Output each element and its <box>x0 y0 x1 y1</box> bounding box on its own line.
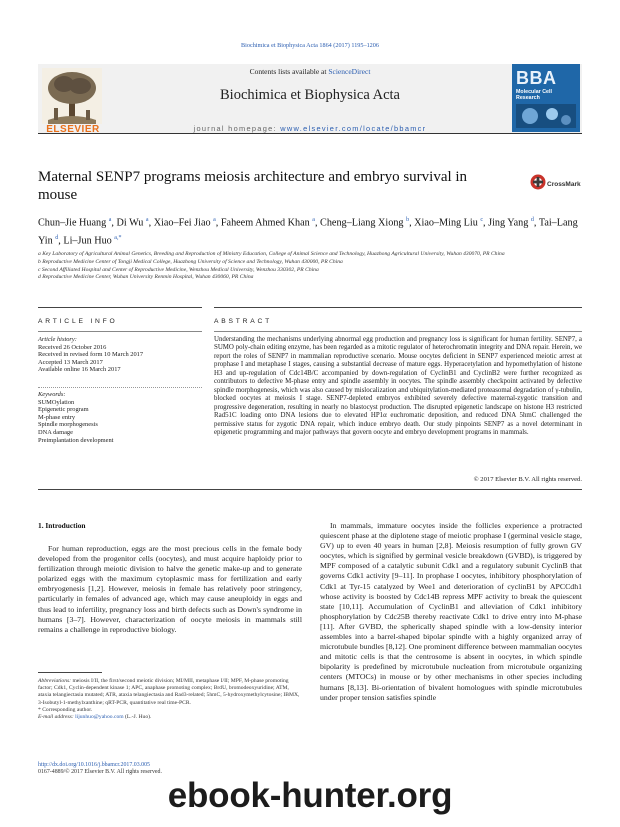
affiliation: a Key Laboratory of Agricultural Animal Genetics, Breeding and Reproduction of Ministry Education, College of Animal Science and Technology, Huazhong Agricultural University, Wuhan 430070, PR China <box>38 251 505 257</box>
email-label: E-mail address: <box>38 714 76 721</box>
author-affiliation-mark[interactable]: a <box>312 217 315 223</box>
doi-block <box>38 762 318 776</box>
article-history <box>38 336 202 374</box>
author-affiliation-mark[interactable]: d <box>530 217 534 223</box>
email-suffix: (L.-J. Huo). <box>123 714 152 721</box>
footnote-divider <box>38 672 102 673</box>
keyword: SUMOylation <box>38 398 75 406</box>
article-title: Maternal SENP7 programs meiosis architecture and embryo survival in mouse <box>38 169 468 203</box>
author[interactable]: Cheng–Liang Xiong <box>320 217 404 229</box>
email-footnote <box>38 714 302 721</box>
contents-prefix: Contents lists available at <box>249 67 329 76</box>
homepage-prefix: journal homepage: <box>193 124 281 133</box>
cover-title: BBA <box>516 68 557 88</box>
keyword: Preimplantation development <box>38 436 114 444</box>
sciencedirect-link[interactable]: ScienceDirect <box>328 67 371 76</box>
author[interactable]: Xiao–Fei Jiao <box>153 217 211 229</box>
affiliation-list <box>38 251 586 282</box>
crossmark-label[interactable]: CrossMark <box>547 181 581 188</box>
divider <box>214 307 582 308</box>
divider <box>38 331 202 332</box>
keyword: Epigenetic program <box>38 406 89 414</box>
author-list: Chun–Jie Huang $^a$, Di Wu $^a$, Xiao–Fei Jiao $^a$, Faheem Ahmed Khan $^a$, Cheng–Liang Xiong $^b$, Xiao–Ming Liu $^c$, Jing Yang $^d$, Tai–Lang Yin $^d$, Li–Jun Huo $^{a,*}$ <box>38 217 578 247</box>
divider <box>38 307 202 308</box>
homepage-link[interactable]: www.elsevier.com/locate/bbamcr <box>280 124 427 133</box>
author-affiliation-mark[interactable]: c <box>480 217 484 223</box>
keyword: DNA damage <box>38 428 73 436</box>
email-link[interactable]: lijunhuo@yahoo.com <box>75 714 124 721</box>
author[interactable]: Chun–Jie Huang <box>38 217 107 229</box>
body-paragraph-left: For human reproduction, eggs are the most precious cells in the female body developed from the progenitor cells (oocytes), and must acquire haploidy prior to fertilization through meiotic division to halve the genetic make-up and to generate polarized eggs with the maximum cytoplasmic mass for fertilization and early embryogenesis [1,2]. However, meiosis in female has relatively poor stringency, particularly in females of advanced age, which may cause aneuploidy in eggs and thus lead to infertility, pregnancy loss and birth defects such as Down's syndrome in humans [3–7]. However, characterization of oocyte meiosis in mammals still remains a challenge in reproductive biology. <box>38 544 302 634</box>
keyword: M-phase entry <box>38 413 76 421</box>
author[interactable]: Xiao–Ming Liu <box>414 217 478 229</box>
affiliation: c Second Affiliated Hospital and Center of Reproductive Medicine, Wenzhou Medical University, Wenzhou 330302, PR China <box>38 266 319 273</box>
author[interactable]: Di Wu <box>116 217 144 229</box>
author[interactable]: Tai–Lang Yin <box>38 217 578 247</box>
abbreviations-footnote <box>38 678 302 707</box>
affiliation: d Reproductive Medicine Center, Wuhan University Renmin Hospital, Wuhan 430060, PR China <box>38 274 254 281</box>
author[interactable]: Jing Yang <box>488 217 529 229</box>
cover-artwork <box>516 104 576 128</box>
copyright-notice: © 2017 Elsevier B.V. All rights reserved. <box>473 476 582 483</box>
author-affiliation-mark[interactable]: a,* <box>114 234 122 241</box>
author-affiliation-mark[interactable]: a <box>108 217 112 223</box>
author-affiliation-mark[interactable]: d <box>55 234 59 241</box>
doi-link[interactable]: http://dx.doi.org/10.1016/j.bbamcr.2017.03.005 <box>38 762 150 768</box>
journal-citation-link[interactable]: Biochimica et Biophysica Acta 1864 (2017) 1195–1206 <box>241 42 379 49</box>
abstract-text: Understanding the mechanisms underlying abnormal egg production and pregnancy loss is significant for human fertility. SENP7, a SUMO poly-chain editing enzyme, has been regarded as a mitotic regulator of heterochromatin integrity and DNA repair. Herein, we report the roles of SENP7 in mammalian reproductive scenario. Mouse oocytes deficient in SENP7 experienced meiotic arrest at prophase I and metaphase I stages, causing a substantial decrease of mature eggs. Hyperacetylation and hypomethylation of histone H3 and up-regulation of Cdc14B/C accompanied by down-regulation of CyclinB1 and CyclinB2 were further recognized as contributors to defective M-phase entry and spindle assembly in oocytes. The spindle assembly checkpoint activated by defective spindle morphogenesis, which was also caused by mislocalization and ubiquitylation-mediated proteasomal degradation of γ-tubulin, blocked oocytes at meiosis I stage. SENP7-depleted embryos exhibited severely defective maternal-zygotic transition and progressive degeneration, resulting in nearly no blastocyst production. The disrupted epigenetic landscape on histone H3 restricted Rad51C loading onto DNA lesions due to elevated HP1α euchromatic deposition, and reduced DNA 5hmC challenged the permissive status for zygotic DNA repair, which induce embryo death. Our study pinpoints SENP7 as a novel determinant in epigenetic programming and major pathways that govern oocyte and embryo development programs in mammals. <box>214 336 582 436</box>
abbreviations-label: Abbreviations: <box>38 678 72 684</box>
author[interactable]: Faheem Ahmed Khan <box>220 217 310 229</box>
author[interactable]: Li–Jun Huo <box>63 235 112 247</box>
elsevier-wordmark: ELSEVIER <box>46 124 100 135</box>
keyword: Spindle morphogenesis <box>38 421 98 429</box>
corresponding-author-note: * Corresponding author. <box>38 706 93 713</box>
divider <box>38 387 202 388</box>
history-item: Accepted 13 March 2017 <box>38 358 103 366</box>
history-item: Available online 16 March 2017 <box>38 366 121 374</box>
journal-cover-thumbnail[interactable] <box>512 64 580 132</box>
article-info-heading: ARTICLE INFO <box>38 318 118 325</box>
section-heading-introduction: 1. Introduction <box>38 521 86 530</box>
author-affiliation-mark[interactable]: b <box>406 217 410 223</box>
body-paragraph-right: In mammals, immature oocytes inside the follicles experience a protracted quiescent phase at the diplotene stage of meiotic prophase I (germinal vesicle stage, GV) up to even 40 years in human [2,8]. Meiosis resumption of fully grown GV oocytes, which is signified by germinal vesicle breakdown (GVBD), is triggered by MPF composed of a catalytic subunit Cdk1 and a regulatory subunit CyclinB that governs Cdk1 activity [9–11]. In prophase I oocytes, inhibitory phosphorylation of Cdk1 at Tyr-15 catalyzed by Wee1 and deterioration of cyclinB1 by APCCdh1 whose activity is boosted by Cdc14B repress MPF activity to break the quiescent state [10,11]. Accumulation of CyclinB1 and alleviation of Cdk1 inhibitory phosphorylation by Cdc25B thereby reactivate Cdk1 to drive entry into M-phase [11]. After GVBD, the spherically shaped spindle with a low-density interior assembles into a barrel-shaped bipolar spindle with a highly organized array of microtubule bundles [8,12]. One prominent difference between mammalian oocytes and mitotic cells is that the centrosome is absent in oocytes, in which spindle bipolarity is predefined by microtubule nucleation from microtubule organizing centers (MTOCs) in mouse or by other mechanisms in other species including humans [8,13]. Bi-orientation of bivalent homologues with spindle microtubules under proper tension satisfies spindle <box>320 521 582 702</box>
footnotes <box>38 678 302 721</box>
issn-line: 0167-4889/© 2017 Elsevier B.V. All rights reserved. <box>38 769 162 776</box>
history-label: Article history: <box>38 336 77 343</box>
author-affiliation-mark[interactable]: a <box>145 217 149 223</box>
divider <box>38 489 582 490</box>
keywords-label: Keywords: <box>38 391 66 398</box>
history-item: Received in revised form 10 March 2017 <box>38 351 144 359</box>
abstract-heading: ABSTRACT <box>214 318 273 325</box>
cover-subtitle: Molecular Cell Research <box>516 89 552 101</box>
affiliation: b Reproductive Medicine Center of Tongji Medical College, Huazhong University of Science and Technology, Wuhan 430000, PR China <box>38 258 343 265</box>
watermark: ebook-hunter.org <box>167 776 453 815</box>
history-item: Received 26 October 2016 <box>38 343 107 351</box>
divider <box>214 331 582 332</box>
keyword-list <box>38 391 202 444</box>
abbreviations-text: meiosis I/II, the first/second meiotic division; MI/MII, metaphase I/II; MPF, M-phase promoting factor; Cdk1, Cyclin-dependent kinase 1; APC, anaphase promoting complex; BrdU, bromodeoxyuridine; ATM, ataxia telangiectasia mutated; ATR, ataxia telangiectasia and Rad3-related; 5hmC, 5-hydroxymethylcytosine; IBMX, 3-Isobutyl-1-methylxanthine; qRT-PCR, quantitative real time-PCR. <box>38 678 300 706</box>
journal-title: Biochimica et Biophysica Acta <box>220 87 400 103</box>
author-affiliation-mark[interactable]: a <box>213 217 216 223</box>
